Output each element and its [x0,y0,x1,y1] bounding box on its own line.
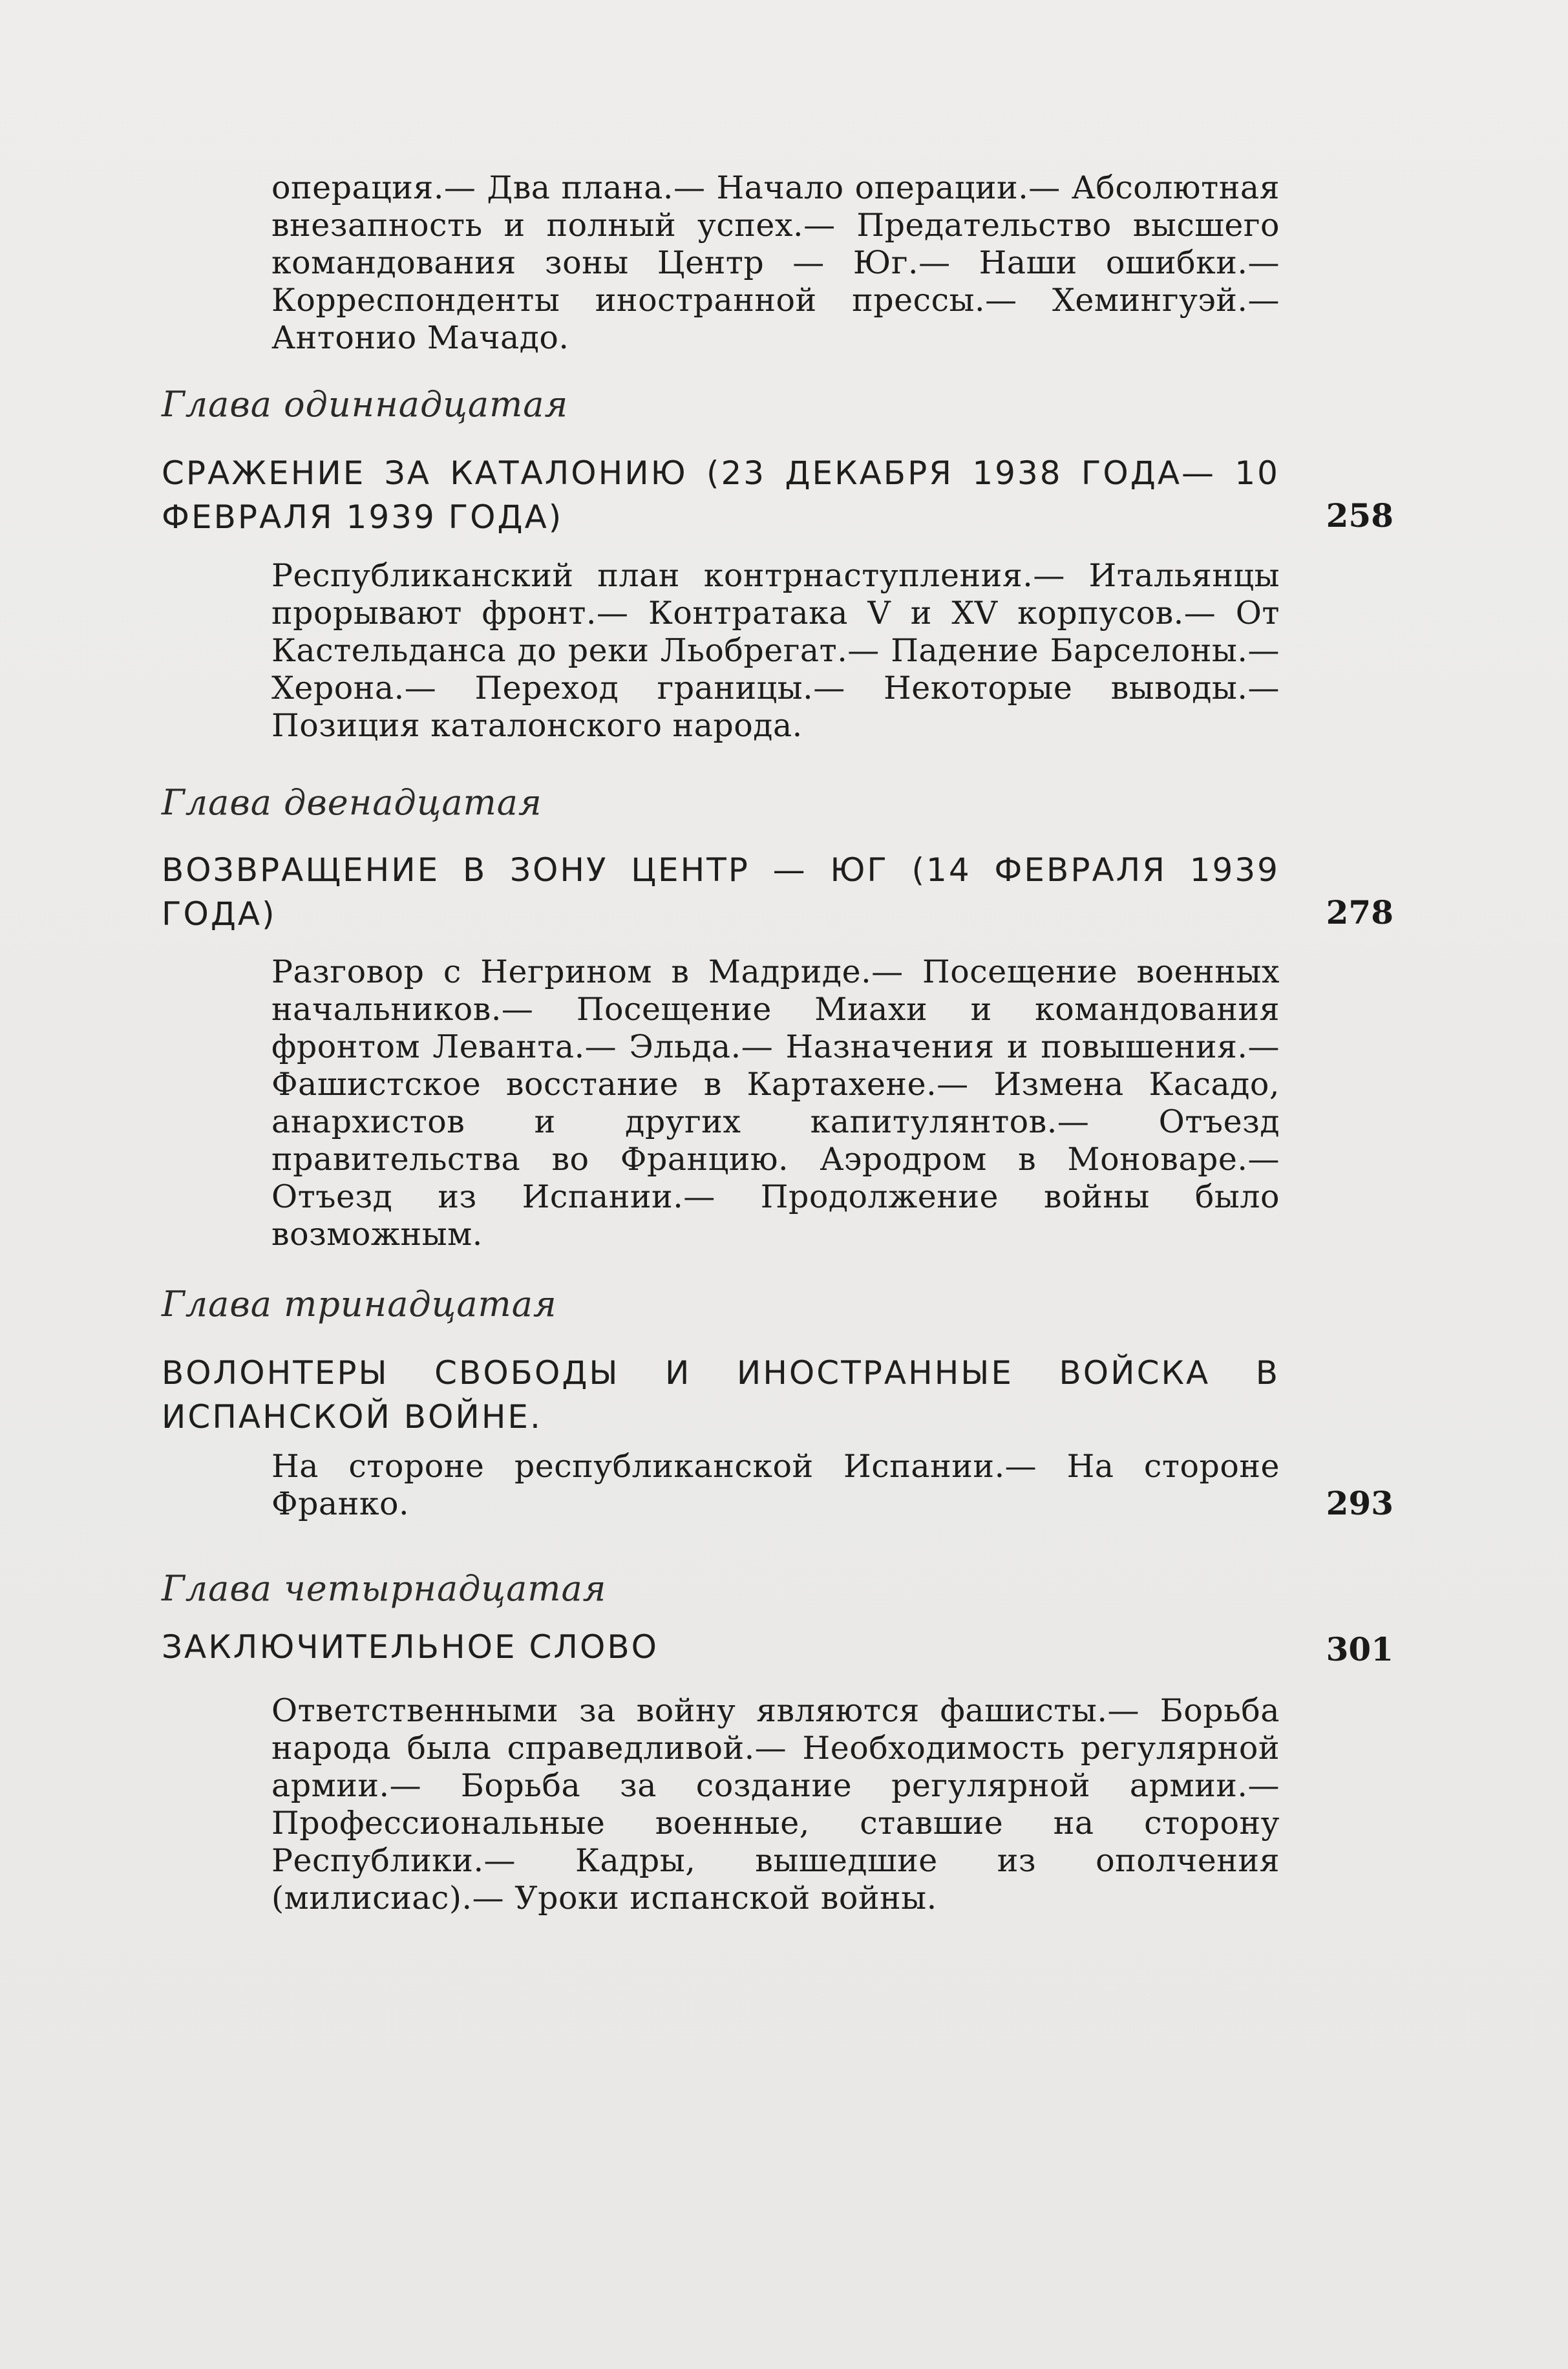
chapter-page-11: 258 [1326,496,1393,535]
chapter-title-11: СРАЖЕНИЕ ЗА КАТАЛОНИЮ (23 ДЕКАБРЯ 1938 ГОДА— 10 ФЕВРАЛЯ 1939 ГОДА) [162,454,1280,536]
chapter-page-13: 293 [1326,1484,1393,1522]
chapter-label-12: Глава двенадцатая [162,782,542,823]
chapter-page-12: 278 [1326,893,1393,931]
chapter-title-14: ЗАКЛЮЧИТЕЛЬНОЕ СЛОВО [162,1628,659,1666]
chapter-label-11: Глава одиннадцатая [162,384,569,425]
chapter-title-12: ВОЗВРАЩЕНИЕ В ЗОНУ ЦЕНТР — ЮГ (14 ФЕВРАЛЯ 1939 ГОДА) [162,851,1280,933]
chapter-summary-14: Ответственными за войну являются фашисты.— Борьба народа была справедливой.— Необходимость регулярной армии.— Борьба за создание регулярной армии.— Профессиональные военные, ставшие на сторону Республики.— Кадры, вышедшие из ополчения (милисиас).— Уроки испанской войны. [271,1692,1280,1917]
intro-summary: операция.— Два плана.— Начало операции.— Абсолютная внезапность и полный успех.— Предательство высшего командования зоны Центр — Юг.— Наши ошибки.— Корреспонденты иностранной прессы.— Хемингуэй.— Антонио Мачадо. [271,169,1280,356]
chapter-summary-12: Разговор с Негрином в Мадриде.— Посещение военных начальников.— Посещение Миахи и командования фронтом Леванта.— Эльда.— Назначения и повышения.— Фашистское восстание в Картахене.— Измена Касадо, анархистов и других капитулянтов.— Отъезд правительства во Францию. Аэродром в Моноваре.— Отъезд из Испании.— Продолжение войны было возможным. [271,953,1280,1253]
chapter-page-14: 301 [1326,1630,1393,1668]
chapter-summary-11: Республиканский план контрнаступления.— Итальянцы прорывают фронт.— Контратака V и XV корпусов.— От Кастельданса до реки Льобрегат.— Падение Барселоны.— Херона.— Переход границы.— Некоторые выводы.— Позиция каталонского народа. [271,557,1280,744]
chapter-label-13: Глава тринадцатая [162,1284,557,1324]
chapter-title-13: ВОЛОНТЕРЫ СВОБОДЫ И ИНОСТРАННЫЕ ВОЙСКА В ИСПАНСКОЙ ВОЙНЕ. [162,1354,1280,1436]
chapter-summary-13: На стороне республиканской Испании.— На стороне Франко. [271,1448,1280,1522]
chapter-label-14: Глава четырнадцатая [162,1568,607,1609]
